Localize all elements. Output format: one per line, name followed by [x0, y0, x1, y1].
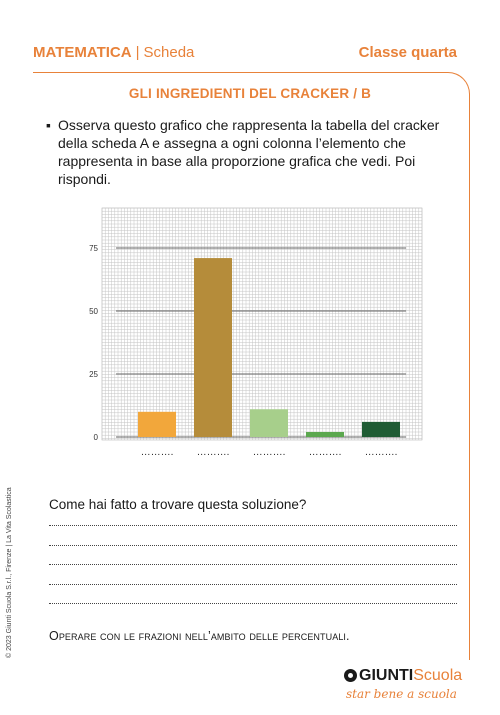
- bar: [194, 258, 232, 437]
- subject-title: MATEMATICA: [33, 44, 132, 61]
- answer-line[interactable]: [49, 584, 457, 585]
- logo-g-icon: [344, 669, 357, 682]
- logo-brand-accent: Scuola: [413, 667, 463, 684]
- logo-wordmark: [344, 667, 462, 685]
- logo-tagline: star bene a scuola: [346, 687, 457, 701]
- footer-note: Operare con le frazioni nell’ambito delle percentuali.: [49, 629, 350, 643]
- y-tick-label: 0: [93, 433, 98, 442]
- header-separator: |: [135, 44, 140, 61]
- answer-line[interactable]: [49, 525, 457, 526]
- bar: [362, 422, 400, 437]
- answer-line[interactable]: [49, 564, 457, 565]
- category-label: ……….: [308, 447, 342, 456]
- instructions-text: Osserva questo grafico che rappresenta la tabella del cracker della scheda A e assegna a ogni colonna l’elemento che rappresenta in base alla proporzione grafica che vedi. Poi rispondi.: [58, 117, 440, 187]
- category-label: ……….: [140, 447, 174, 456]
- worksheet-title: GLI INGREDIENTI DEL CRACKER / B: [128, 86, 372, 101]
- bar-chart-svg: [84, 206, 424, 456]
- bar: [250, 409, 288, 437]
- y-tick-label: 50: [89, 307, 98, 316]
- grade-label: Classe quarta: [358, 44, 457, 61]
- question-text: Come hai fatto a trovare questa soluzione?: [49, 497, 307, 512]
- category-label: ……….: [252, 447, 286, 456]
- category-label: ……….: [364, 447, 398, 456]
- bar-chart: [84, 206, 424, 456]
- category-label: ……….: [196, 447, 230, 456]
- bar: [306, 432, 344, 437]
- y-tick-label: 75: [89, 244, 98, 253]
- page-header: [33, 44, 457, 64]
- subject-subtitle: Scheda: [143, 44, 195, 61]
- subject-label: [33, 44, 194, 61]
- bullet-icon: ▪: [46, 117, 51, 133]
- answer-line[interactable]: [49, 545, 457, 546]
- answer-line[interactable]: [49, 603, 457, 604]
- logo-brand: GIUNTI: [359, 667, 414, 684]
- bar: [138, 412, 176, 437]
- publisher-logo: [344, 667, 464, 707]
- copyright-text: © 2023 Giunti Scuola S.r.l., Firenze | La Vita Scolastica: [6, 487, 13, 658]
- instructions: [46, 116, 466, 188]
- y-tick-label: 25: [89, 370, 98, 379]
